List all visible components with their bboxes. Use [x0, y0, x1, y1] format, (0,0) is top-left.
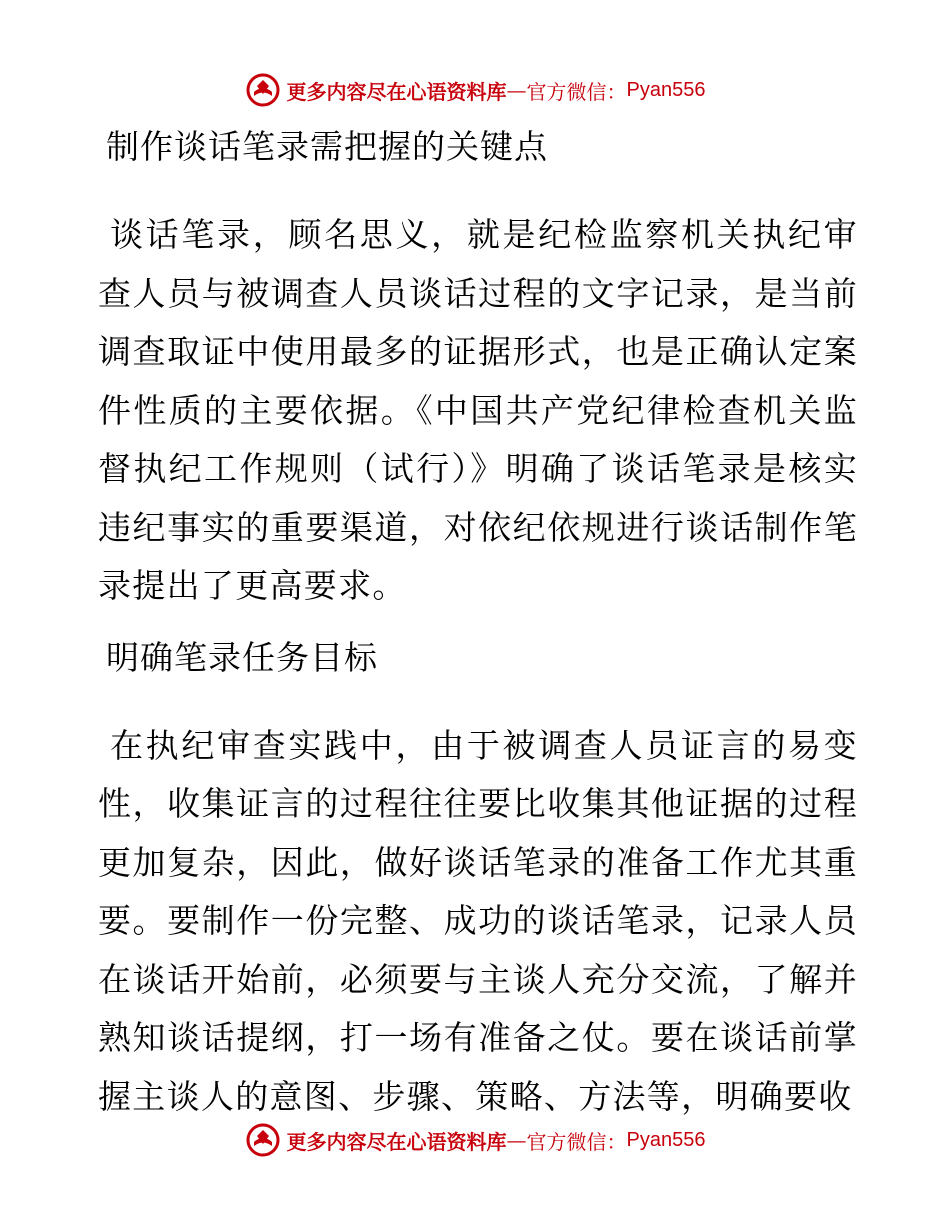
- watermark-site-text: 更多内容尽在心语资料库: [286, 79, 507, 104]
- article-body: [98, 122, 858, 1143]
- book-logo-icon: [245, 72, 281, 108]
- paragraph-practice: 在执纪审查实践中，由于被调查人员证言的易变性，收集证言的过程往往要比收集其他证据的过程更加复杂，因此，做好谈话笔录的准备工作尤其重要。要制作一份完整、成功的谈话笔录，记录人员在谈话开始前，必须要与主谈人充分交流，了解并熟知谈话提纲，打一场有准备之仗。要在谈话前掌握主谈人的意图、步骤、策略、方法等，明确要收: [98, 725, 858, 1116]
- watermark-suffix: 官方微信：: [526, 1129, 627, 1154]
- watermark-site-text: 更多内容尽在心语资料库: [286, 1129, 507, 1154]
- paragraph-intro: 谈话笔录，顾名思义，就是纪检监察机关执纪审查人员与被调查人员谈话过程的文字记录，是当前调查取证中使用最多的证据形式，也是正确认定案件性质的主要依据。《中国共产党纪律检查机关监督执纪工作规则（试行）》明确了谈话笔录是核实违纪事实的重要渠道，对依纪依规进行谈话制作笔录提出了更高要求。: [98, 215, 858, 605]
- header-watermark: [0, 70, 950, 110]
- watermark-dash: —: [506, 78, 527, 102]
- watermark-account: Pyan556: [626, 78, 706, 101]
- section-heading: 明确笔录任务目标: [106, 637, 378, 677]
- watermark-account: Pyan556: [626, 1128, 706, 1151]
- book-logo-icon: [245, 1122, 281, 1158]
- watermark-suffix: 官方微信：: [526, 79, 627, 104]
- watermark-dash: —: [506, 1128, 527, 1152]
- article-title: 制作谈话笔录需把握的关键点: [106, 127, 548, 166]
- footer-watermark: [0, 1120, 950, 1160]
